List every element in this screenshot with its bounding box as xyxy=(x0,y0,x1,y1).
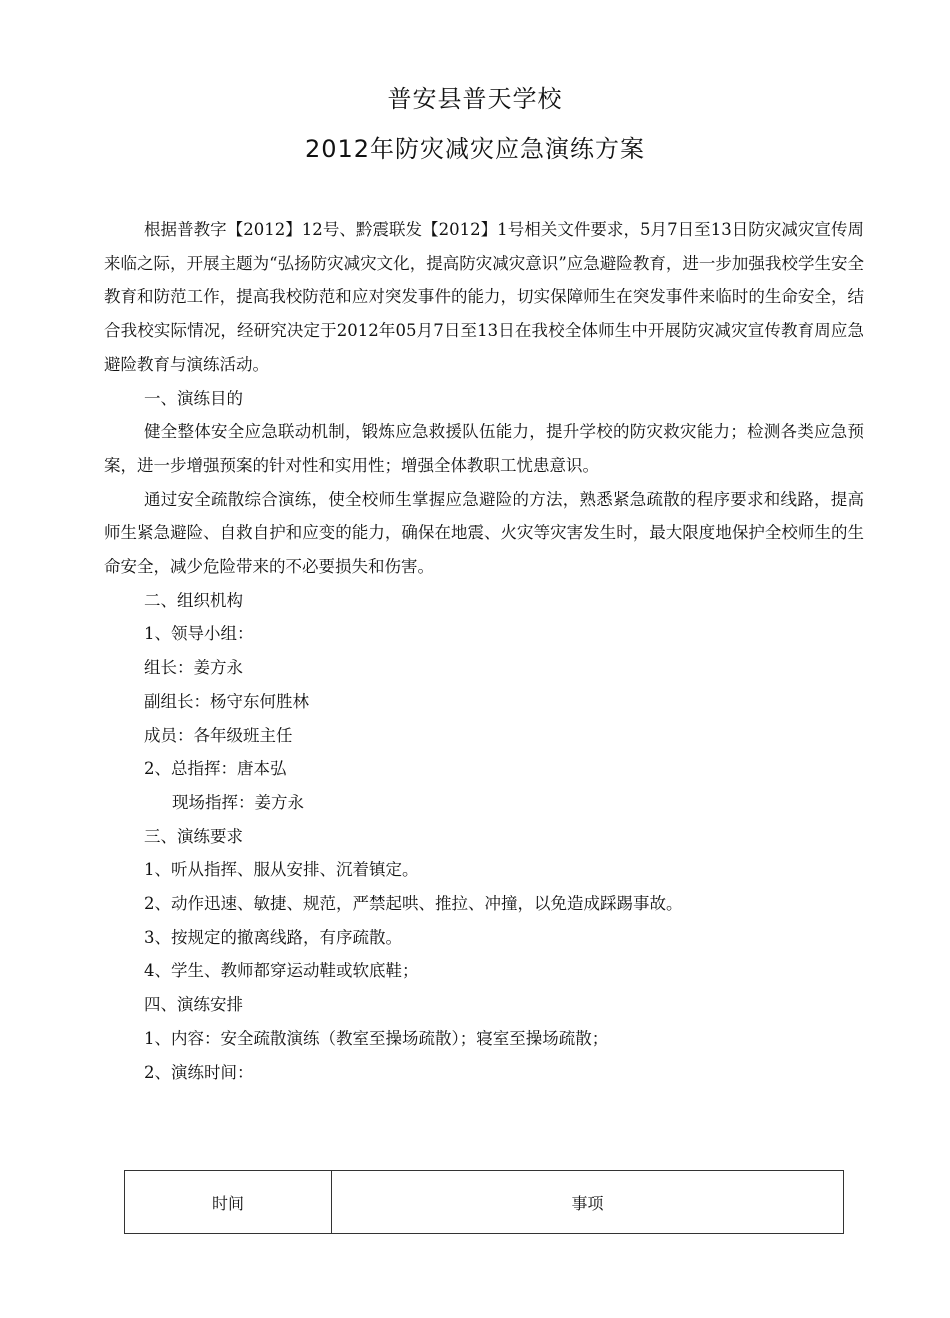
section-heading: 四、演练安排 xyxy=(144,995,243,1015)
document-body xyxy=(104,213,864,1089)
list-item: 3、按规定的撤离线路，有序疏散。 xyxy=(144,927,402,947)
list-item: 2、动作迅速、敏捷、规范，严禁起哄、推拉、冲撞，以免造成踩踢事故。 xyxy=(144,894,683,914)
list-item: 现场指挥：姜方永 xyxy=(172,792,304,812)
list-item: 2、演练时间： xyxy=(144,1062,254,1082)
list-item: 1、内容：安全疏散演练（教室至操场疏散）；寝室至操场疏散； xyxy=(144,1028,609,1048)
intro-paragraph: 根据普教字【2012】12号、黔震联发【2012】1号相关文件要求，5月7日至13日防灾减灾宣传周来临之际，开展主题为“弘扬防灾减灾文化，提高防灾减灾意识”应急避险教育，进一步加强我校学生安全教育和防范工作，提高我校防范和应对突发事件的能力，切实保障师生在突发事件来临时的生命安全，结合我校实际情况，经研究决定于2012年05月7日至13日在我校全体师生中开展防灾减灾宣传教育周应急避险教育与演练活动。 xyxy=(104,220,864,374)
document-subtitle: 2012年防灾减灾应急演练方案 xyxy=(304,135,646,163)
table-header-item: 事项 xyxy=(571,1193,604,1213)
schedule-table xyxy=(124,1170,844,1234)
list-item: 2、总指挥：唐本弘 xyxy=(144,759,287,779)
list-item: 组长：姜方永 xyxy=(144,658,243,678)
list-item: 1、听从指挥、服从安排、沉着镇定。 xyxy=(144,860,419,880)
paragraph: 通过安全疏散综合演练，使全校师生掌握应急避险的方法，熟悉紧急疏散的程序要求和线路，提高师生紧急避险、自救自护和应变的能力，确保在地震、火灾等灾害发生时，最大限度地保护全校师生的生命安全，减少危险带来的不必要损失和伤害。 xyxy=(104,489,864,577)
paragraph: 健全整体安全应急联动机制，锻炼应急救援队伍能力，提升学校的防灾救灾能力；检测各类应急预案，进一步增强预案的针对性和实用性；增强全体教职工忧患意识。 xyxy=(104,422,864,475)
section-heading: 二、组织机构 xyxy=(144,590,243,610)
list-item: 副组长：杨守东何胜林 xyxy=(144,691,309,711)
list-item: 成员：各年级班主任 xyxy=(144,725,293,745)
table-header-time: 时间 xyxy=(125,1171,332,1233)
list-item: 1、领导小组： xyxy=(144,624,254,644)
section-heading: 一、演练目的 xyxy=(144,388,243,408)
document-title: 普安县普天学校 xyxy=(387,85,563,113)
section-heading: 三、演练要求 xyxy=(144,826,243,846)
list-item: 4、学生、教师都穿运动鞋或软底鞋； xyxy=(144,961,419,981)
